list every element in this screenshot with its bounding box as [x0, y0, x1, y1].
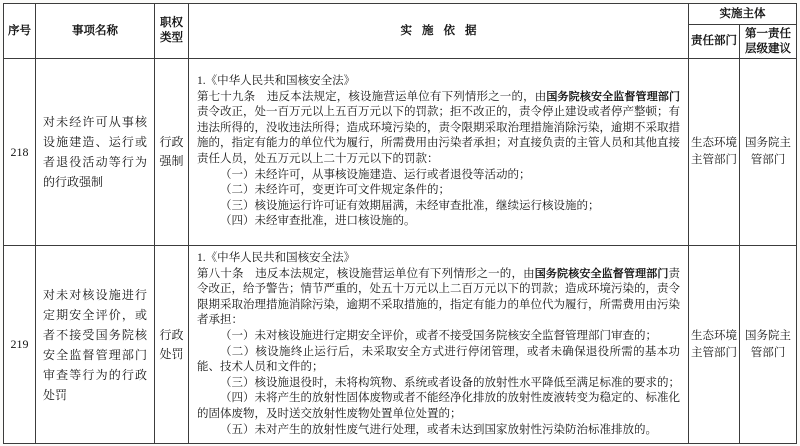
basis-paragraph: （一）未经许可，从事核设施建造、运行或者退役等活动的； — [220, 168, 531, 181]
basis-paragraph: （四）未将产生的放射性固体废物或者不能经净化排放的放射性废液转变为稳定的、标准化的固体废物，及时送交放射性废物处置单位处置的； — [197, 392, 680, 420]
basis-paragraph: （四）未经审查批准，进口核设施的。 — [220, 215, 416, 228]
first-responsibility-level-cell: 国务院主管部门 — [740, 59, 797, 246]
basis-paragraph: 第八十条 违反本法规定，核设施营运单位有下列情形之一的，由国务院核安全监督管理部门责令改正，给予警告；情节严重的，处五十万元以上二百万元以下的罚款；造成环境污染的，责令限期采取治理措施消除污染，逾期不采取措施的，指定有能力的单位代为履行，所需费用由污染者承担： — [197, 267, 681, 327]
authority-type-cell: 行政强制 — [155, 59, 189, 246]
basis-paragraph: 1.《中华人民共和国核安全法》 — [197, 252, 356, 264]
table-row — [4, 246, 797, 444]
authority-type-cell: 行政处罚 — [155, 246, 189, 444]
header-first-responsibility-level: 第一责任层级建议 — [740, 25, 797, 59]
basis-paragraph: 第七十九条 违反本法规定，核设施营运单位有下列情形之一的，由国务院核安全监督管理部门责令改正，处一百万元以上五百万元以下的罚款；拒不改正的，责令停止建设或者停产整顿；有违法所得的，没收违法所得；造成环境污染的，责令限期采取治理措施消除污染，逾期不采取措施的，指定有能力的单位代为履行，所需费用由污染者承担；对直接负责的主管人员和其他直接责任人员，处五万元以上二十万元以下的罚款： — [197, 90, 680, 165]
basis-paragraph: （二）核设施终止运行后，未采取安全方式进行停闭管理，或者未确保退役所需的基本功能、技术人员和文件的； — [197, 345, 680, 374]
header-responsible-department: 责任部门 — [689, 25, 740, 59]
row-serial-number: 219 — [4, 246, 36, 444]
row-serial-number: 218 — [4, 59, 36, 246]
basis-paragraph: （三）核设施退役时，未将构筑物、系统或者设备的放射性水平降低至满足标准的要求的； — [220, 376, 680, 389]
responsible-department-cell: 生态环境主管部门 — [689, 59, 740, 246]
basis-paragraph: 1.《中华人民共和国核安全法》 — [197, 75, 356, 88]
header-item-name: 事项名称 — [36, 4, 155, 59]
basis-paragraph: （二）未经许可，变更许可文件规定条件的； — [220, 184, 450, 197]
item-name-cell: 对未经许可从事核设施建造、运行或者退役活动等行为的行政强制 — [36, 59, 155, 246]
first-responsibility-level-cell: 国务院主管部门 — [740, 246, 797, 444]
implementation-basis-cell — [189, 59, 689, 246]
header-implementation-subject: 实施主体 — [689, 4, 797, 25]
basis-paragraph: （三）核设施运行许可证有效期届满，未经审查批准，继续运行核设施的； — [220, 199, 600, 212]
responsible-department-cell: 生态环境主管部门 — [689, 246, 740, 444]
enforcement-items-table — [3, 3, 797, 444]
header-implementation-basis: 实施依据 — [189, 4, 689, 59]
table-header — [4, 4, 797, 59]
implementation-basis-cell — [189, 246, 689, 444]
table-body — [4, 59, 797, 444]
header-serial: 序号 — [4, 4, 36, 59]
basis-paragraph: （五）未对产生的放射性废气进行处理，或者未达到国家放射性污染防治标准排放的。 — [220, 423, 657, 436]
basis-paragraph: （一）未对核设施进行定期安全评价，或者不接受国务院核安全监督管理部门审查的； — [220, 329, 657, 342]
item-name-cell: 对未对核设施进行定期安全评价，或者不接受国务院核安全监督管理部门审查等行为的行政处罚 — [36, 246, 155, 444]
table-row — [4, 59, 797, 246]
header-authority-type: 职权类型 — [155, 4, 189, 59]
